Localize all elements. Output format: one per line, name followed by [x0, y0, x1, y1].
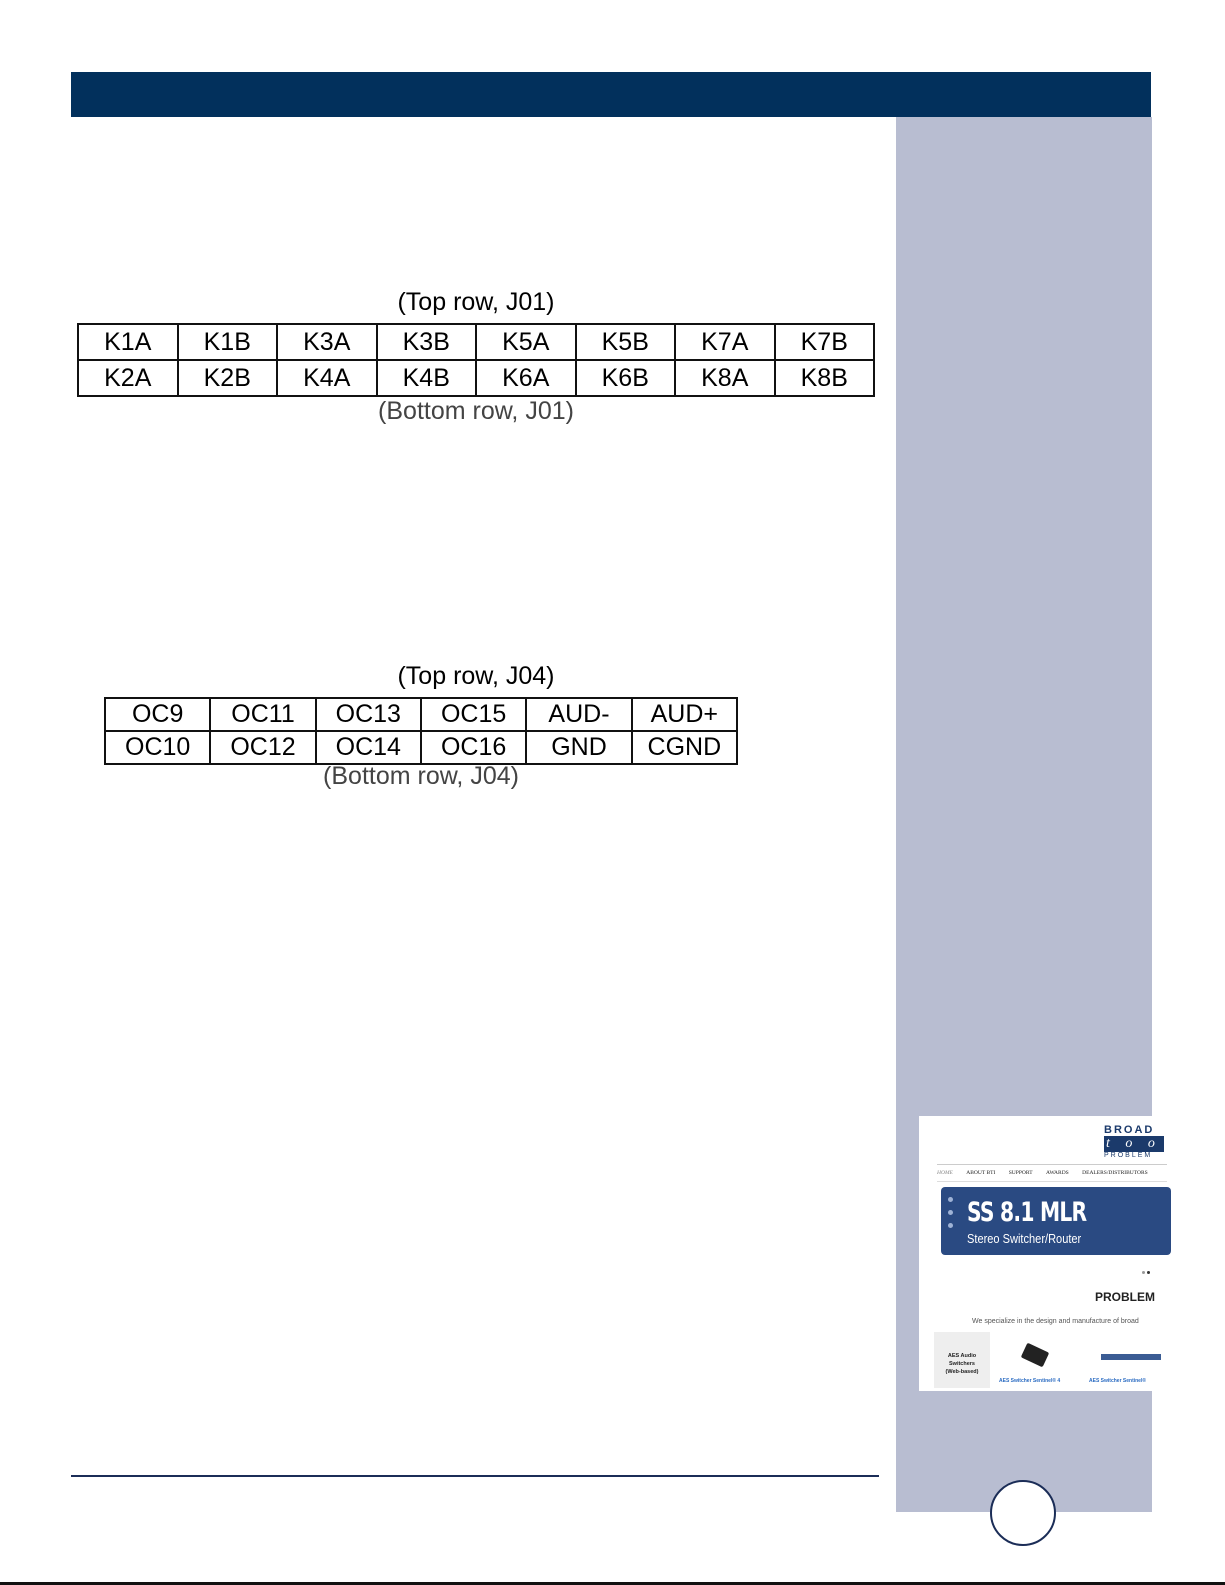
banner-title: SS 8.1 MLR — [967, 1197, 1087, 1228]
j04-bottom-caption: (Bottom row, J04) — [323, 762, 519, 790]
pin-cell: K6B — [576, 360, 676, 396]
pin-cell: K6A — [476, 360, 576, 396]
site-logo — [1104, 1124, 1164, 1159]
nav-item-support[interactable]: SUPPORT — [1008, 1170, 1033, 1176]
product-link[interactable]: AES Switcher Sentinel® 4 — [999, 1378, 1061, 1384]
banner-subtitle: Stereo Switcher/Router — [967, 1231, 1082, 1246]
site-tagline: We specialize in the design and manufacture of broad — [972, 1318, 1139, 1325]
nav-item-dealers[interactable]: DEALERS/DISTRIBUTORS — [1082, 1170, 1148, 1176]
category-line: AES Audio — [947, 1353, 977, 1359]
pin-cell: OC12 — [210, 731, 315, 764]
pin-cell: K2B — [178, 360, 278, 396]
site-nav — [937, 1164, 1167, 1182]
pin-cell: K5B — [576, 324, 676, 360]
product-image[interactable] — [1101, 1354, 1161, 1360]
pin-cell: OC9 — [105, 698, 210, 731]
hero-banner[interactable] — [941, 1187, 1171, 1255]
table-row — [78, 360, 874, 396]
product-image[interactable] — [1021, 1343, 1050, 1368]
pin-cell: AUD- — [526, 698, 631, 731]
header-bar — [71, 72, 1151, 117]
pin-cell: OC13 — [316, 698, 421, 731]
table-row — [105, 698, 737, 731]
banner-dots — [948, 1197, 954, 1236]
slider-pager[interactable] — [1142, 1261, 1152, 1265]
j01-top-caption: (Top row, J01) — [397, 288, 555, 316]
pin-cell: OC11 — [210, 698, 315, 731]
pin-cell: OC16 — [421, 731, 526, 764]
product-link[interactable]: AES Switcher Sentinel® — [1089, 1378, 1147, 1384]
website-screenshot — [919, 1116, 1161, 1391]
pin-cell: K1B — [178, 324, 278, 360]
pin-cell: K4A — [277, 360, 377, 396]
footer-rule — [71, 1475, 879, 1477]
page-number-circle — [990, 1480, 1056, 1546]
pin-cell: K4B — [377, 360, 477, 396]
pin-cell: CGND — [632, 731, 737, 764]
logo-text-line2: t o o — [1104, 1136, 1164, 1152]
pin-cell: K1A — [78, 324, 178, 360]
category-tile[interactable] — [934, 1332, 990, 1388]
table-row — [105, 731, 737, 764]
j04-pin-table — [104, 697, 738, 765]
j04-top-caption: (Top row, J04) — [397, 662, 555, 690]
nav-item-awards[interactable]: AWARDS — [1045, 1170, 1069, 1176]
nav-item-home[interactable]: HOME — [937, 1170, 953, 1176]
pin-cell: K5A — [476, 324, 576, 360]
pin-cell: OC14 — [316, 731, 421, 764]
pin-cell: GND — [526, 731, 631, 764]
pin-cell: K8B — [775, 360, 875, 396]
site-heading: PROBLEM — [1095, 1290, 1155, 1304]
pin-cell: K3B — [377, 324, 477, 360]
pin-cell: OC10 — [105, 731, 210, 764]
pin-cell: AUD+ — [632, 698, 737, 731]
pin-cell: K8A — [675, 360, 775, 396]
j01-bottom-caption: (Bottom row, J01) — [378, 397, 574, 425]
logo-text-line3: PROBLEM — [1104, 1152, 1153, 1159]
j01-pin-table — [77, 323, 875, 397]
pin-cell: K7B — [775, 324, 875, 360]
nav-item-about[interactable]: ABOUT BTI — [966, 1170, 996, 1176]
pin-cell: K2A — [78, 360, 178, 396]
table-row — [78, 324, 874, 360]
pin-cell: OC15 — [421, 698, 526, 731]
category-line: Switchers — [949, 1361, 975, 1367]
category-line: (Web-based) — [945, 1369, 979, 1375]
pin-cell: K7A — [675, 324, 775, 360]
logo-text-line1: BROAD — [1104, 1124, 1155, 1136]
pin-cell: K3A — [277, 324, 377, 360]
